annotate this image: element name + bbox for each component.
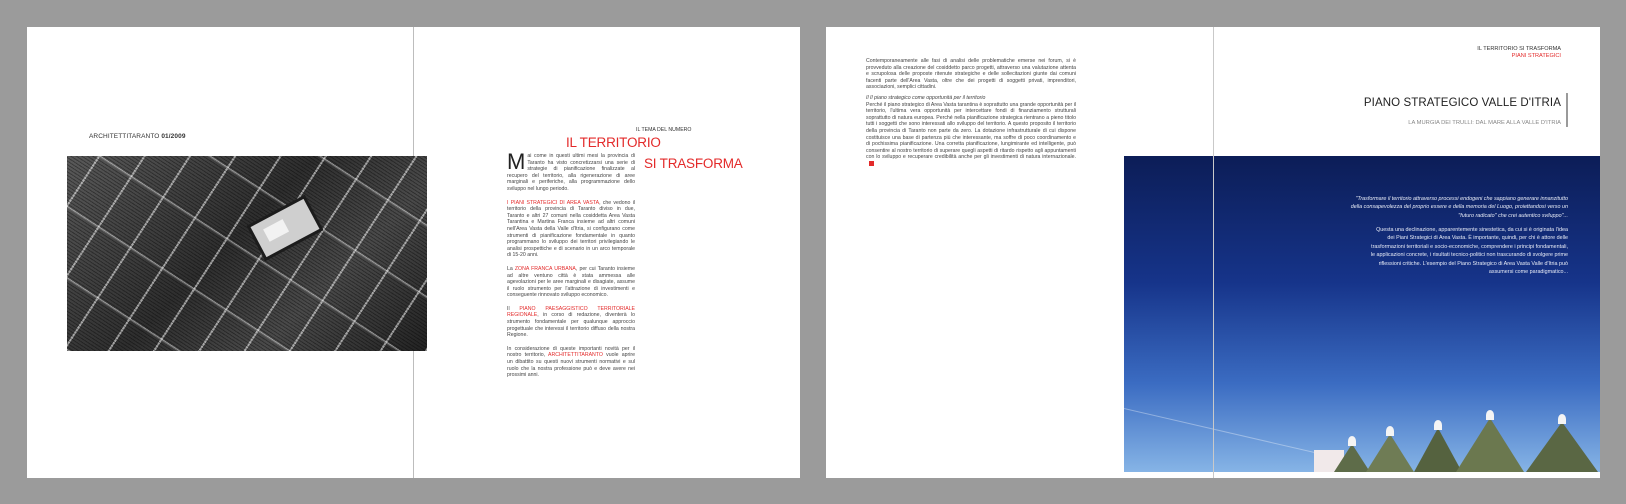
zona-prefix: La xyxy=(507,265,515,272)
magazine-name: ARCHITETTITARANTO xyxy=(89,133,160,140)
trullo-roof-5 xyxy=(1526,422,1598,472)
trulli-roofs xyxy=(1314,402,1600,472)
article-title-line2: SI TRASFORMA xyxy=(644,156,743,171)
spread-fold xyxy=(1213,27,1214,478)
trullo-roof-1 xyxy=(1334,444,1370,472)
piani-text: , che vedono il territorio della provincia di Taranto diviso in due, Taranto e altri 27 comuni nella cosiddetta Area Vasta Tarantina e Martina Franca insieme ad altri comuni nell'Area Vasta della Valle d'Itria, si configurano come strumenti di pianificazione fondamentale in quanto programmano lo sviluppo dei territori privilegiando le analisi prospettiche e di scenario in un arco temporale di 15-20 anni. xyxy=(507,199,635,259)
running-head-sub: PIANI STRATEGICI xyxy=(1511,53,1561,59)
col-paragraph-1: Contemporaneamente alle fasi di analisi delle problematiche emerse nei forum, si è provveduto alla creazione del cosiddetto parco progetti, attraverso una valutazione attenta e scrupolosa delle proposte ritenute strategiche e delle sollecitazioni giunte dai comuni facenti parte dell'Area Vasta, oltre che dei progetti di soggetti privati, imprenditori, associazioni, semplici cittadini. xyxy=(866,58,1076,91)
trullo-pinnacle xyxy=(1434,420,1442,430)
issue-number: 01/2009 xyxy=(161,133,186,140)
highlight-zona: ZONA FRANCA URBANA xyxy=(514,265,576,272)
text-column xyxy=(866,58,1076,168)
title-bracket-icon xyxy=(1566,93,1573,127)
trullo-roof-4 xyxy=(1456,418,1524,472)
running-head xyxy=(89,133,186,140)
trullo-pinnacle xyxy=(1386,426,1394,436)
paragraph-zona xyxy=(507,266,635,299)
trulli-sky-photo xyxy=(1124,156,1600,472)
conclusion-text-a: In considerazione di queste importanti novità per il nostro territorio, xyxy=(507,345,635,359)
overlay-paragraph: Questa una declinazione, apparentemente sinestetica, da cui si è originata l'idea dei Piani Strategici di Area Vasta. È importante, quindi, per chi è attore delle trasformazioni territoriali e socio-economiche, comprendere i principi fondamentali, le applicazioni concrete, i risultati tecnico-politici non trascurando di svolgere prime riflessioni critiche. L'esempio del Piano Strategico di Area Vasta Valle d'Itria può assumersi come paradigmatico... xyxy=(1370,227,1568,276)
farmhouse-shape xyxy=(251,199,320,257)
zona-text: , per cui Taranto insieme ad altre ventuno città è stata ammessa alle agevolazioni per le aree marginali e disagiate, assume il ruolo strumento per l'attrazione di investimenti e conseguente rinnovato sviluppo economico. xyxy=(507,265,636,299)
subtitle: LA MURGIA DEI TRULLI: DAL MARE ALLA VALLE D'ITRIA xyxy=(1408,120,1561,126)
running-head-top: IL TERRITORIO SI TRASFORMA xyxy=(1477,46,1561,52)
trullo-pinnacle xyxy=(1486,410,1494,420)
article-body xyxy=(507,149,636,379)
drop-cap: M xyxy=(507,149,526,174)
highlight-piano-paesaggistico: PIANO PAESAGGISTICO TERRITORIALE REGIONALE xyxy=(507,305,635,319)
right-spread xyxy=(826,27,1600,478)
left-spread xyxy=(27,27,800,478)
paragraph-piani xyxy=(507,200,635,259)
pp-text: , in corso di redazione, diventerà lo strumento fondamentale per qualunque approccio progettuale che interessi il territorio diffuso della nostra Regione. xyxy=(507,312,635,339)
paragraph-intro xyxy=(507,149,635,193)
paragraph-piano-paesaggistico xyxy=(507,306,635,339)
trullo-roof-3 xyxy=(1414,428,1462,472)
trullo-pinnacle xyxy=(1348,436,1356,446)
section-label: IL TEMA DEL NUMERO xyxy=(636,127,692,133)
trullo-pinnacle xyxy=(1558,414,1566,424)
pp-prefix: Il xyxy=(507,305,520,312)
main-title: PIANO STRATEGICO VALLE D'ITRIA xyxy=(1363,97,1561,109)
power-line xyxy=(1124,408,1319,454)
trullo-roof-2 xyxy=(1366,434,1414,472)
end-mark-square xyxy=(869,161,874,166)
intro-text: ai come in questi ultimi mesi la provincia di Taranto ha visto concretizzarsi una serie di strategie di pianificazione finalizzate al recupero del territorio, alla rigenerazione di aree marginali e periferiche, alla programmazione dello sviluppo nel lungo periodo. xyxy=(507,153,635,192)
col-paragraph-2 xyxy=(866,102,1076,168)
col-subhead: Il Il piano strategico come opportunità per il territorio xyxy=(866,94,986,101)
article-title-line1: IL TERRITORIO xyxy=(566,135,661,150)
highlight-magazine: ARCHITETTITARANTO xyxy=(548,352,603,359)
highlight-piani: I PIANI STRATEGICI DI AREA VASTA xyxy=(507,199,600,206)
paragraph-conclusion xyxy=(507,346,635,379)
aerial-vineyard-photo xyxy=(67,156,427,351)
conclusion-text-b: vuole aprire un dibattito su questi nuovi strumenti normativi e sul ruolo che la nostra professione può e deve avere nei prossimi anni. xyxy=(507,352,636,379)
col-paragraph-2-text: Perché il piano strategico di Area Vasta tarantina è soprattutto una grande opportunità per il territorio, l'ultima vera opportunità per intercettare fondi di finanziamento strutturali soprattutto di natura europea. Perché nella pianificazione strategica rientrano a pieno titolo tutti i soggetti che sono interessati allo sviluppo del territorio. A questo proposito il territorio della provincia di Taranto non parte da zero. La dotazione infrastrutturale di cui dispone costituisce una base di partenza più che interessante, ma soffre di poco coordinamento e di pochissima pianificazione. Una corretta pianificazione, lungimirante ed intelligente, può consentire al nostro territorio di superare quegli aspetti di ritardo rispetto agli appuntamenti con lo sviluppo e recuperare credibilità anche per gli investimenti di natura internazionale. xyxy=(866,101,1076,161)
quote-text: "Trasformare il territorio attraverso processi endogeni che sappiano generare innanzitutto della consapevolezza del proprio essere e della memoria del Luogo, proiettandosi verso un "futuro radicato" che crei autentico sviluppo"... xyxy=(1350,196,1568,219)
